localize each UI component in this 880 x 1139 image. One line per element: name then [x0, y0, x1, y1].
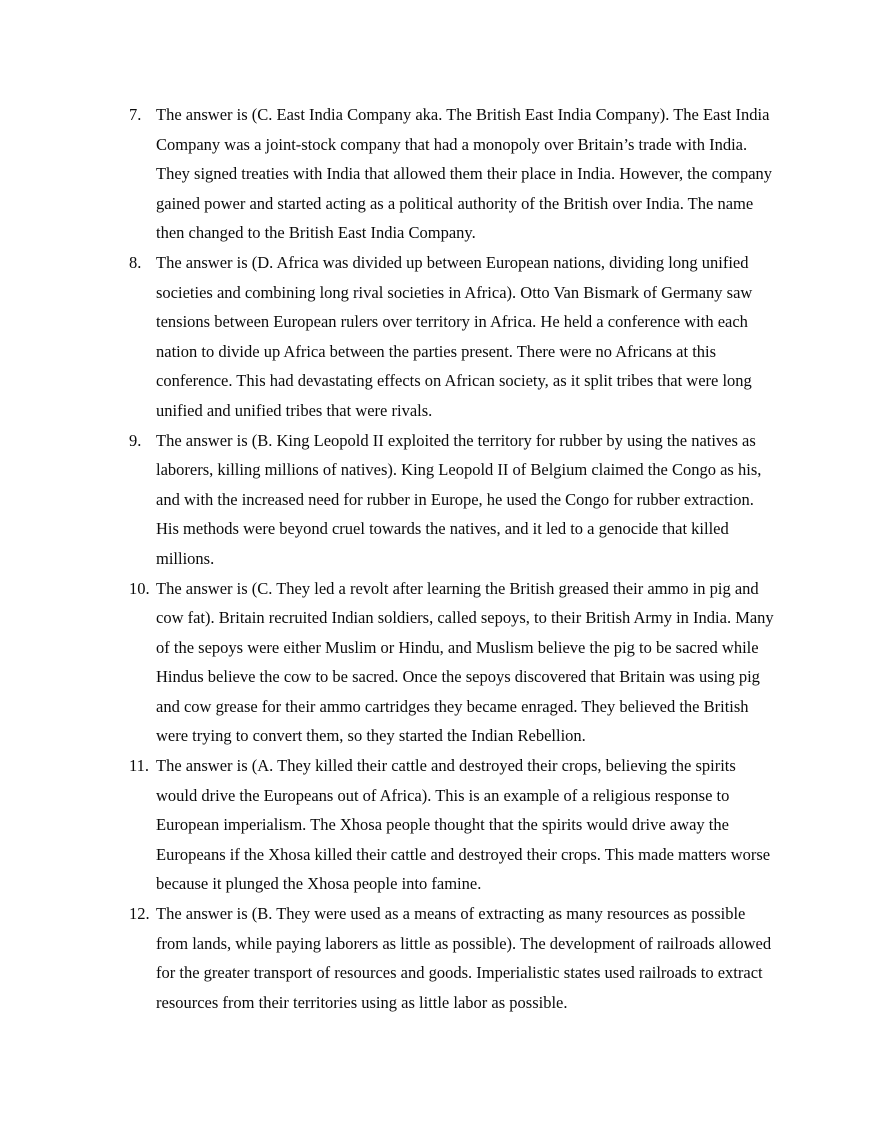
item-number: 10. — [129, 578, 150, 598]
list-item — [129, 248, 779, 426]
item-number: 11. — [129, 756, 150, 776]
list-item — [129, 426, 779, 574]
item-number: 8. — [129, 252, 142, 272]
item-text: The answer is (B. King Leopold II exploited the territory for rubber by using the natives as laborers, killing millions of natives). King Leopold II of Belgium claimed the Congo as his, and with the increased need for rubber in Europe, he used the Congo for rubber extraction. His methods were beyond cruel towards the natives, and it led to a genocide that killed millions. — [156, 430, 762, 568]
item-number: 9. — [129, 430, 142, 450]
item-number: 7. — [129, 105, 142, 124]
item-text: The answer is (C. They led a revolt after learning the British greased their ammo in pig and cow fat). Britain recruited Indian soldiers, called sepoys, to their British Army in India. Many of the sepoys were either Muslim or Hindu, and Muslism believe the pig to be sacred while Hindus believe the cow to be sacred. Once the sepoys discovered that Britain was using pig and cow grease for their ammo cartridges they became enraged. They believed the British were trying to convert them, so they started the Indian Rebellion. — [156, 578, 774, 746]
item-text: The answer is (D. Africa was divided up between European nations, dividing long unified societies and combining long rival societies in Africa). Otto Van Bismark of Germany saw tensions between European rulers over territory in Africa. He held a conference with each nation to divide up Africa between the parties present. There were no Africans at this conference. This had devastating effects on African society, as it split tribes that were long unified and unified tribes that were rivals. — [156, 252, 753, 420]
list-item — [129, 899, 779, 1017]
list-item — [129, 751, 779, 899]
item-text: The answer is (A. They killed their cattle and destroyed their crops, believing the spirits would drive the Europeans out of Africa). This is an example of a religious response to European imperialism. The Xhosa people thought that the spirits would drive away the Europeans if the Xhosa killed their cattle and destroyed their crops. This made matters worse because it plunged the Xhosa people into famine. — [156, 756, 771, 894]
document-page — [129, 100, 779, 1017]
item-text: The answer is (C. East India Company aka. The British East India Company). The East India Company was a joint-stock company that had a monopoly over Britain’s trade with India. They signed treaties with India that allowed them their place in India. However, the company gained power and started acting as a political authority of the British over India. The name then changed to the British East India Company. — [156, 105, 773, 243]
item-number: 12. — [129, 904, 150, 924]
list-item — [129, 100, 779, 248]
item-text: The answer is (B. They were used as a means of extracting as many resources as possible from lands, while paying laborers as little as possible). The development of railroads allowed for the greater transport of resources and goods. Imperialistic states used railroads to extract resources from their territories using as little labor as possible. — [156, 904, 772, 1012]
list-item — [129, 574, 779, 752]
